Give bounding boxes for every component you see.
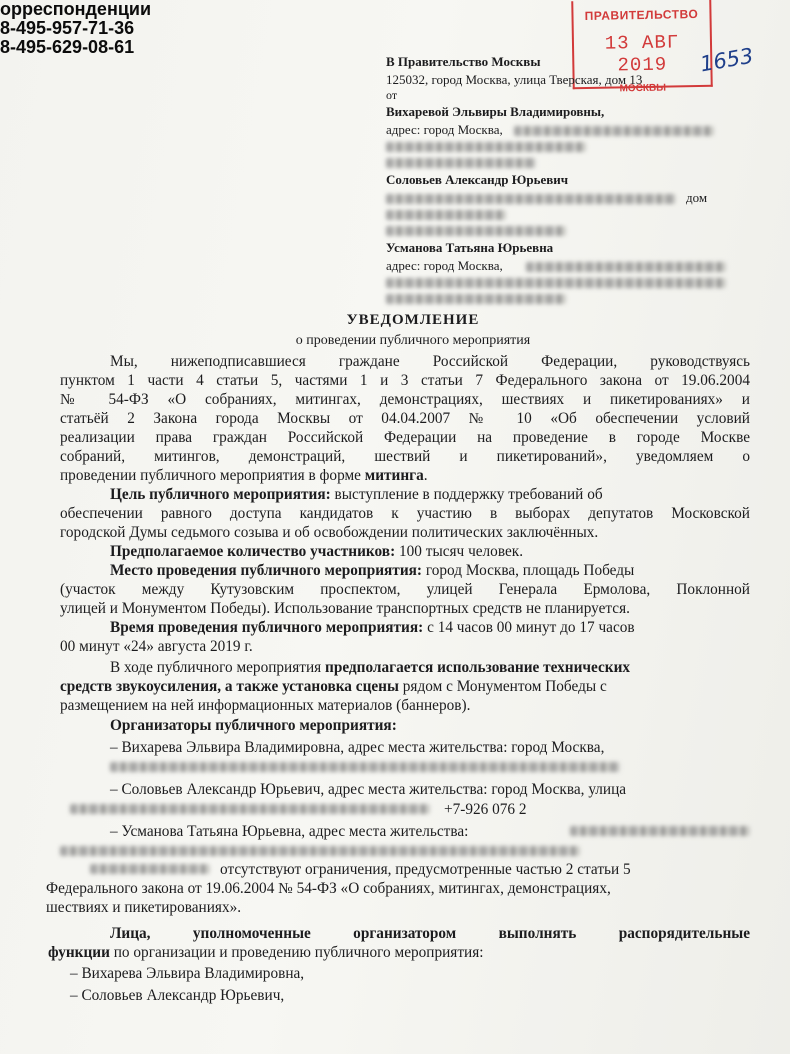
time-text: с 14 часов 00 минут до 17 часов bbox=[423, 619, 635, 636]
restriction-line: Федерального закона от 19.06.2004 № 54-ФЗ «О собраниях, митингах, демонстрациях, bbox=[46, 880, 611, 897]
paragraph-line: обеспечении равного доступа кандидатов к участию в выборах депутатов Московской bbox=[60, 505, 750, 522]
place-line bbox=[60, 561, 750, 580]
from-word: от bbox=[386, 88, 398, 102]
restriction-line: шествиях и пикетированиях». bbox=[46, 899, 242, 916]
redaction bbox=[570, 826, 750, 836]
count-value: 100 тысяч человек. bbox=[395, 543, 524, 560]
text-bold: средств звукоусиления, а также установка сцены bbox=[60, 678, 399, 695]
recipient: В Правительство Москвы bbox=[386, 54, 541, 69]
sender-1-address: адрес: город Москва, bbox=[386, 122, 503, 137]
redaction bbox=[90, 864, 210, 874]
tech-line bbox=[60, 677, 750, 696]
text-bold: предполагается использование технических bbox=[325, 659, 631, 676]
paragraph-line: городской Думы седьмого созыва и об освобождении политических заключённых. bbox=[60, 524, 599, 541]
place-label: Место проведения публичного мероприятия: bbox=[110, 562, 423, 579]
sender-3-address: адрес: город Москва, bbox=[386, 258, 503, 273]
redaction bbox=[386, 294, 566, 304]
paragraph-line: 00 минут «24» августа 2019 г. bbox=[60, 638, 253, 655]
redaction bbox=[386, 194, 676, 204]
authorized-line bbox=[48, 943, 750, 962]
paragraph-line: статьёй 2 Закона города Москвы от 04.04.2007 № 10 «Об обеспечении условий bbox=[60, 410, 750, 427]
authorized-heading: Лица, уполномоченные организатором выполнять распорядительные bbox=[110, 925, 750, 942]
text: рядом с Монументом Победы с bbox=[398, 678, 607, 695]
restriction-line: отсутствуют ограничения, предусмотренные частью 2 статьи 5 bbox=[220, 861, 631, 878]
redaction bbox=[526, 262, 726, 272]
organizers-heading: Организаторы публичного мероприятия: bbox=[110, 717, 397, 734]
sender-2: Соловьев Александр Юрьевич bbox=[386, 172, 569, 187]
stamp-date: 13 АВГ 2019 bbox=[604, 31, 680, 77]
place-text: город Москва, площадь Победы bbox=[422, 562, 635, 579]
count-line bbox=[60, 542, 750, 561]
phone-number-1: 8-495-957-71-36 bbox=[0, 18, 135, 38]
organizer-1: – Вихарева Эльвира Владимировна, адрес места жительства: город Москва, bbox=[110, 739, 605, 756]
paragraph-line: улицей и Монументом Победы). Использование транспортных средств не планируется. bbox=[60, 600, 630, 617]
redaction bbox=[386, 142, 586, 152]
goal-label: Цель публичного мероприятия: bbox=[110, 486, 331, 503]
paragraph-line: (участок между Кутузовским проспектом, улицей Генерала Ермолова, Поклонной bbox=[60, 581, 750, 598]
text: . bbox=[423, 467, 428, 484]
document-subtitle: о проведении публичного мероприятия bbox=[295, 333, 531, 348]
event-form: митинга bbox=[364, 467, 424, 484]
paragraph-line: № 54-ФЗ «О собраниях, митингах, демонстрациях, шествиях и пикетированиях» и bbox=[60, 391, 750, 408]
paragraph-line: реализации права граждан Российской Федерации на проведение в городе Москве bbox=[60, 429, 750, 446]
phone-number-2: 8-495-629-08-61 bbox=[0, 37, 135, 57]
stamp-org: ПРАВИТЕЛЬСТВО bbox=[584, 7, 699, 23]
redaction bbox=[386, 158, 536, 168]
count-label: Предполагаемое количество участников: bbox=[110, 543, 396, 560]
goal-line bbox=[60, 485, 750, 504]
phone-label: орреспонденции bbox=[0, 0, 152, 19]
text: проведении публичного мероприятия в форме bbox=[60, 467, 365, 484]
text: по организации и проведению публичного мероприятия: bbox=[109, 944, 484, 961]
organizer-2-phone: +7-926 076 2 bbox=[444, 801, 527, 818]
phone-header bbox=[0, 0, 170, 58]
time-label: Время проведения публичного мероприятия: bbox=[110, 619, 424, 636]
redaction bbox=[60, 846, 580, 856]
sender-3: Усманова Татьяна Юрьевна bbox=[386, 240, 554, 255]
redaction bbox=[110, 762, 620, 772]
tech-line bbox=[60, 658, 750, 677]
redaction bbox=[386, 278, 726, 288]
paragraph-line bbox=[60, 466, 750, 485]
redaction bbox=[386, 226, 566, 236]
text-bold: функции bbox=[48, 944, 110, 961]
sender-2-address-end: дом bbox=[686, 190, 708, 205]
paragraph-line: Мы, нижеподписавшиеся граждане Российской Федерации, руководствуясь bbox=[110, 353, 750, 370]
goal-text: выступление в поддержку требований об bbox=[330, 486, 603, 503]
redaction bbox=[514, 126, 714, 136]
paragraph-line: собраний, митингов, демонстраций, шествий и пикетирований», уведомляем о bbox=[60, 448, 750, 465]
stamp-city: МОСКВЫ bbox=[619, 82, 667, 95]
document-title: УВЕДОМЛЕНИЕ bbox=[346, 312, 480, 328]
handwritten-number: 1653 bbox=[698, 43, 756, 77]
paragraph-line: размещением на ней информационных материалов (баннеров). bbox=[60, 697, 471, 714]
text: В ходе публичного мероприятия bbox=[110, 659, 325, 676]
authorized-person-2: – Соловьев Александр Юрьевич, bbox=[70, 987, 285, 1004]
organizer-2: – Соловьев Александр Юрьевич, адрес места жительства: город Москва, улица bbox=[110, 781, 627, 798]
sender-1: Вихаревой Эльвиры Владимировны, bbox=[386, 104, 605, 119]
time-line bbox=[60, 618, 750, 637]
authorized-person-1: – Вихарева Эльвира Владимировна, bbox=[70, 965, 305, 982]
redaction bbox=[386, 210, 506, 220]
redaction bbox=[70, 804, 430, 814]
paragraph-line: пунктом 1 части 4 статьи 5, частями 1 и 3 статьи 7 Федерального закона от 19.06.2004 bbox=[60, 372, 750, 389]
organizer-3: – Усманова Татьяна Юрьевна, адрес места жительства: bbox=[110, 823, 469, 840]
recipient-address: 125032, город Москва, улица Тверская, дом 13 bbox=[386, 72, 643, 87]
